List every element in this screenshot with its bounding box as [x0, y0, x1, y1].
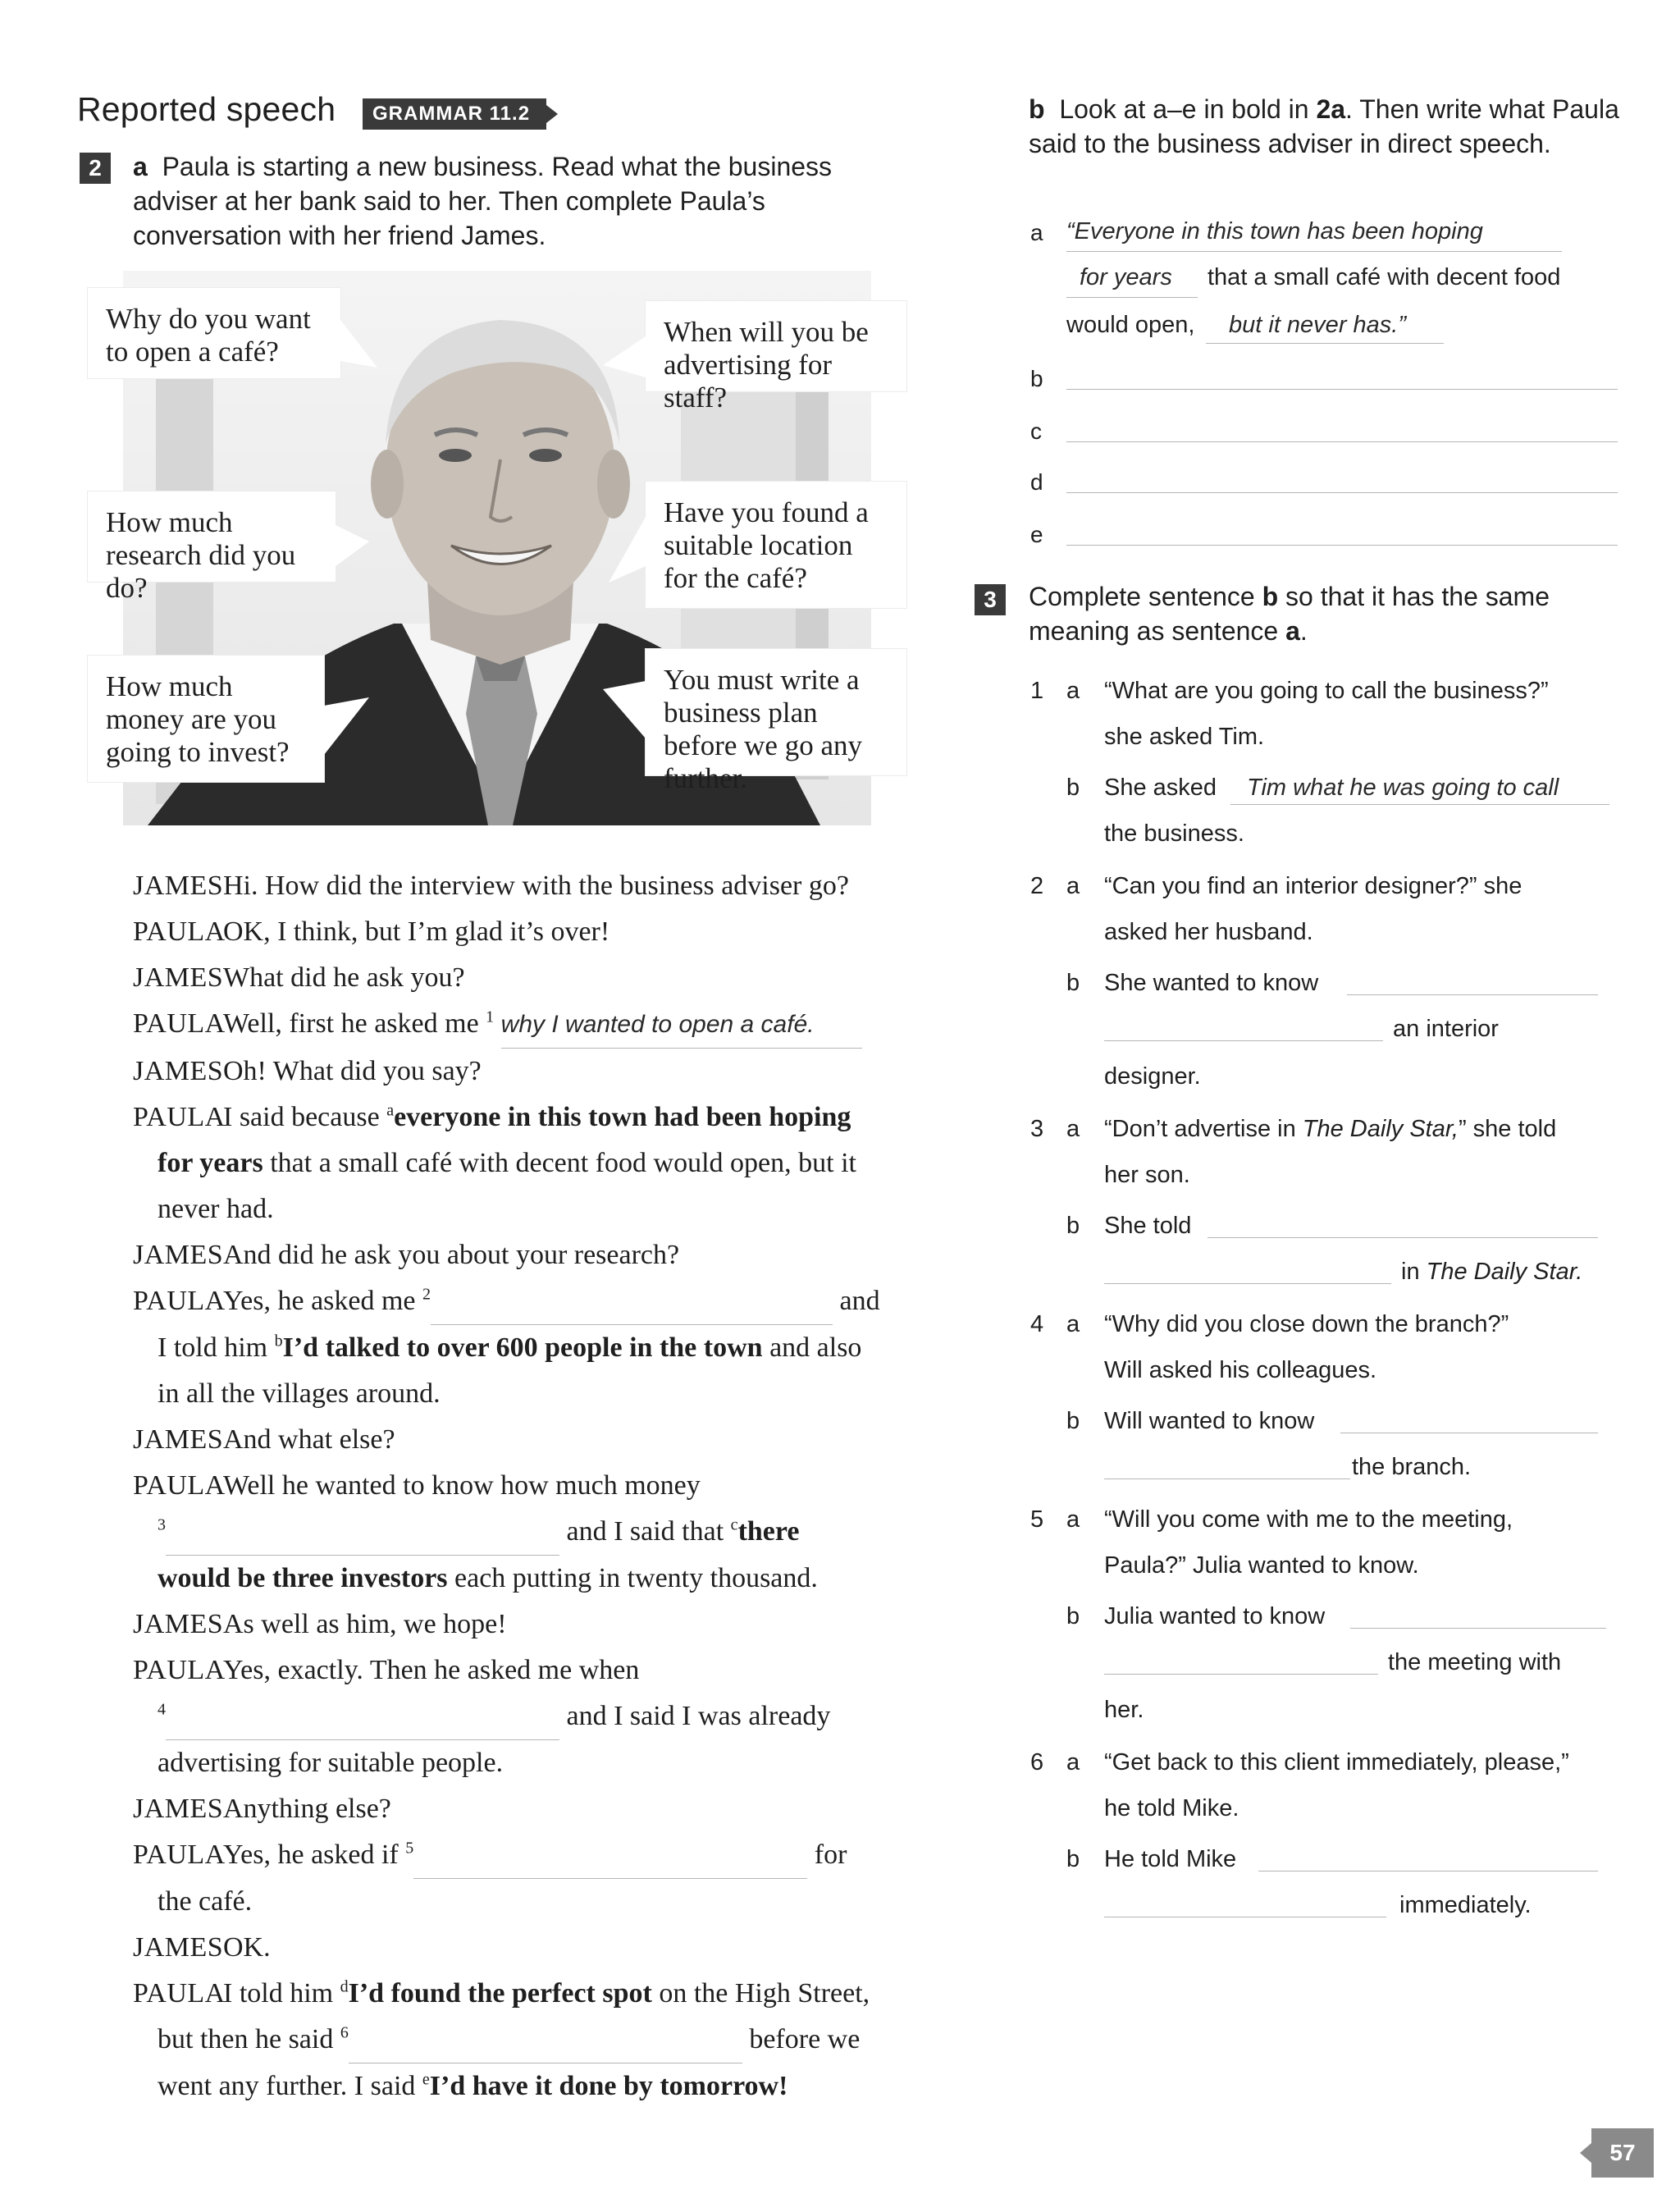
dialogue-line: [133, 1786, 920, 1832]
sentence-a: Will asked his colleagues.: [1104, 1357, 1377, 1383]
line-text: never had.: [158, 1194, 274, 1224]
dialogue-line: [133, 1925, 920, 1971]
item-letter: e: [1030, 522, 1043, 547]
answer-line-2b-c[interactable]: [1066, 441, 1618, 442]
line-text: for: [814, 1840, 847, 1870]
line-text: Yes, exactly. Then he asked me when: [223, 1655, 640, 1685]
sentence-a: asked her husband.: [1104, 919, 1313, 945]
bold-marker: d: [340, 1977, 349, 1996]
line-text: I said because: [223, 1102, 380, 1132]
line-text: Yes, he asked if: [223, 1840, 399, 1870]
dialogue-line: [133, 1648, 920, 1693]
line-text: Yes, he asked me: [223, 1286, 416, 1316]
bubble-location: Have you found a suitable location for the café?: [645, 481, 907, 609]
bold-phrase-c: there: [737, 1516, 800, 1547]
page-number: 57: [1591, 2128, 1654, 2178]
speaker-james: JAMES: [133, 962, 224, 993]
item-a-label: a: [1066, 1749, 1080, 1776]
dialogue-line: [133, 1602, 920, 1648]
sentence-b: She told: [1104, 1213, 1192, 1239]
line-text: each putting in twenty thousand.: [454, 1563, 818, 1593]
speaker-james: JAMES: [133, 1932, 224, 1963]
answer-line-3-2a[interactable]: [1347, 994, 1598, 995]
part-letter: b: [1029, 94, 1045, 124]
item-b-label: b: [1066, 775, 1080, 801]
sentence-b: the business.: [1104, 820, 1244, 847]
sentence-ref: b: [1262, 582, 1279, 611]
sentence-a: “Get back to this client immediately, please,”: [1104, 1749, 1569, 1776]
line-text: and I said that: [566, 1516, 724, 1547]
item-number: 3: [1030, 1116, 1044, 1142]
answer-2b-a-line1[interactable]: “Everyone in this town has been hoping: [1066, 218, 1483, 245]
sentence-b: designer.: [1104, 1063, 1201, 1090]
item-number: 4: [1030, 1311, 1044, 1337]
bold-phrase-b: I’d talked to over 600 people in the town: [282, 1332, 763, 1363]
item-letter: d: [1030, 469, 1043, 495]
exercise-3-instruction: [1029, 579, 1652, 648]
speaker-james: JAMES: [133, 1794, 224, 1824]
bold-phrase-a: everyone in this town had been hoping: [394, 1102, 851, 1132]
dialogue-line: [133, 1509, 920, 1556]
instruction-text: .: [1299, 616, 1308, 646]
item-letter: b: [1030, 366, 1043, 391]
bold-phrase-c: would be three investors: [158, 1563, 448, 1593]
item-b-label: b: [1066, 1408, 1080, 1434]
sentence-ref: a: [1285, 616, 1300, 646]
speaker-paula: PAULA: [133, 916, 226, 947]
dialogue-line: [133, 1325, 920, 1371]
bold-phrase-e: I’d have it done by tomorrow!: [429, 2071, 788, 2101]
item-number: 1: [1030, 678, 1044, 704]
bold-marker: c: [730, 1515, 738, 1534]
answer-line-3-5a[interactable]: [1350, 1628, 1606, 1629]
dialogue-line: [133, 2017, 920, 2063]
line-text: Hi. How did the interview with the business adviser go?: [223, 871, 849, 901]
sentence-b: He told Mike: [1104, 1846, 1237, 1872]
sentence-a: Paula?” Julia wanted to know.: [1104, 1552, 1419, 1579]
dialogue-line: [133, 1371, 920, 1417]
line-text: What did he ask you?: [223, 962, 465, 993]
exercise-2-number: 2: [80, 153, 111, 184]
item-a-label: a: [1066, 678, 1080, 704]
item-b-label: b: [1066, 1213, 1080, 1239]
dialogue-line: [133, 909, 920, 955]
line-text: Anything else?: [223, 1794, 391, 1824]
dialogue-line: [133, 2063, 920, 2109]
item-b-label: b: [1066, 970, 1080, 996]
answer-line-2b-b[interactable]: [1066, 389, 1618, 390]
item-letter: a: [1030, 220, 1043, 245]
gap-number: 2: [422, 1285, 431, 1304]
bold-phrase-a: for years: [158, 1148, 263, 1178]
item-a-label: a: [1066, 1311, 1080, 1337]
answer-2b-a-line3[interactable]: but it never has.”: [1229, 312, 1406, 338]
sentence-text: in: [1401, 1259, 1420, 1285]
sentence-b: the meeting with: [1388, 1649, 1562, 1675]
speaker-james: JAMES: [133, 871, 224, 901]
part-letter: a: [133, 152, 148, 181]
sentence-b: [1401, 1255, 1582, 1288]
exercise-3-number: 3: [975, 584, 1006, 615]
instruction-text: . Then write what Paula said to the business adviser in direct speech.: [1029, 94, 1619, 158]
line-text: before we: [749, 2024, 861, 2054]
sentence-text: “Don’t advertise in: [1104, 1116, 1296, 1142]
line-text: And did he ask you about your research?: [223, 1240, 680, 1270]
item-b-label: b: [1066, 1603, 1080, 1629]
dialogue-line: [133, 1879, 920, 1925]
dialogue-line: [133, 863, 920, 909]
answer-blank-6[interactable]: [349, 2017, 742, 2063]
dialogue-line: [133, 1740, 920, 1786]
answer-3-1[interactable]: Tim what he was going to call: [1247, 775, 1559, 801]
dialogue-line: [133, 1232, 920, 1278]
dialogue-line: [133, 1049, 920, 1095]
answer-blank-5[interactable]: [413, 1832, 807, 1879]
sentence-a: “Will you come with me to the meeting,: [1104, 1506, 1513, 1533]
line-text: I told him: [158, 1332, 268, 1363]
newspaper-title: The Daily Star,: [1302, 1116, 1459, 1142]
instruction-text: Paula is starting a new business. Read what the business adviser at her bank said to her. Then complete Paula’s conversation with her friend James.: [133, 152, 833, 250]
adviser-photo: [106, 271, 871, 825]
answer-line-3-2b[interactable]: [1104, 1040, 1383, 1041]
instruction-text: so that it has the same meaning as sentence: [1029, 582, 1550, 646]
bubble-why-cafe: Why do you want to open a café?: [87, 287, 341, 379]
dialogue-line: [133, 1971, 920, 2017]
bold-marker: b: [274, 1332, 283, 1351]
sentence-a: “What are you going to call the business?”: [1104, 678, 1549, 704]
gap-number: 5: [405, 1839, 414, 1858]
dialogue-line: [133, 955, 920, 1001]
item-number: 5: [1030, 1506, 1044, 1533]
answer-line: [1230, 804, 1609, 805]
sentence-b: She asked: [1104, 775, 1217, 801]
exercise-2b-instruction: [1029, 92, 1636, 161]
gap-number: 6: [340, 2023, 349, 2042]
dialogue-line: [133, 1001, 920, 1049]
dialogue-line: [133, 1463, 920, 1509]
sentence-a: [1104, 1113, 1556, 1145]
dialogue-line: [133, 1832, 920, 1879]
answer-line-2b-d[interactable]: [1066, 492, 1618, 493]
gap-number: 1: [486, 1008, 495, 1026]
sentence-text: ” she told: [1458, 1116, 1557, 1142]
instruction-text: Look at a–e in bold in: [1059, 94, 1309, 124]
answer-line: [1206, 343, 1444, 344]
speaker-paula: PAULA: [133, 1102, 226, 1132]
sentence-a: she asked Tim.: [1104, 724, 1265, 750]
gap-number: 3: [158, 1515, 166, 1534]
exercise-2a-instruction: [133, 149, 904, 253]
sentence-a: her son.: [1104, 1162, 1190, 1188]
line-text: the café.: [158, 1886, 253, 1917]
line-text: and also: [769, 1332, 862, 1363]
line-text: Well, first he asked me: [223, 1008, 479, 1039]
item-a-label: a: [1066, 873, 1080, 899]
line-text: advertising for suitable people.: [158, 1748, 504, 1778]
gap-number: 4: [158, 1700, 166, 1719]
answer-line-3-6a[interactable]: [1258, 1871, 1598, 1872]
dialogue-line: [133, 1095, 920, 1140]
sentence-b: her.: [1104, 1697, 1144, 1723]
line-text: Oh! What did you say?: [223, 1056, 482, 1086]
line-text: and: [839, 1286, 880, 1316]
line-text: on the High Street,: [659, 1978, 870, 2009]
item-a-label: a: [1066, 1506, 1080, 1533]
speaker-paula: PAULA: [133, 1286, 226, 1316]
answer-line: [1066, 251, 1562, 252]
dialogue-line: [133, 1140, 920, 1186]
bold-marker: a: [386, 1101, 395, 1120]
sentence-b: Will wanted to know: [1104, 1408, 1315, 1434]
item-b-label: b: [1066, 1846, 1080, 1872]
line-text: and I said I was already: [566, 1701, 831, 1731]
bold-marker: e: [422, 2070, 430, 2089]
sentence-a: he told Mike.: [1104, 1795, 1239, 1821]
sentence-b: an interior: [1393, 1016, 1499, 1042]
line-text: As well as him, we hope!: [223, 1609, 507, 1639]
dialogue-line: [133, 1186, 920, 1232]
bubble-advertising: When will you be advertising for staff?: [645, 300, 907, 392]
answer-line-3-5b[interactable]: [1104, 1674, 1378, 1675]
dialogue-line: [133, 1556, 920, 1602]
speaker-james: JAMES: [133, 1240, 224, 1270]
sentence-a: “Why did you close down the branch?”: [1104, 1311, 1509, 1337]
line-text: OK, I think, but I’m glad it’s over!: [223, 916, 610, 947]
sentence-b: the branch.: [1352, 1454, 1472, 1480]
item-a-label: a: [1066, 1116, 1080, 1142]
bubble-business-plan: You must write a business plan before we go any further.: [645, 648, 907, 776]
section-title: Reported speech: [77, 90, 336, 128]
answer-blank-3[interactable]: [166, 1509, 559, 1556]
item-letter: c: [1030, 418, 1042, 444]
answer-blank-4[interactable]: [166, 1693, 559, 1740]
speaker-james: JAMES: [133, 1609, 224, 1639]
dialogue-line: [133, 1278, 920, 1325]
answer-2b-a-line2[interactable]: for years: [1080, 264, 1172, 290]
speaker-james: JAMES: [133, 1056, 224, 1086]
item-number: 6: [1030, 1749, 1044, 1776]
line-text: And what else?: [223, 1424, 395, 1455]
bubble-tails: [123, 271, 871, 825]
exercise-reference: 2a: [1316, 94, 1346, 124]
line-text: OK.: [223, 1932, 271, 1963]
sentence-b: Julia wanted to know: [1104, 1603, 1326, 1629]
dialogue-line: [133, 1417, 920, 1463]
dialogue-line: [133, 1693, 920, 1740]
dialogue: [133, 863, 920, 2109]
answer-line: [1066, 297, 1198, 298]
line-text: that a small café with decent food would open, but it: [270, 1148, 856, 1178]
answer-line-3-4b[interactable]: [1104, 1478, 1350, 1479]
answer-blank-1[interactable]: why I wanted to open a café.: [501, 1002, 862, 1049]
line-text: Well he wanted to know how much money: [223, 1470, 701, 1501]
line-text: I told him: [223, 1978, 334, 2009]
sentence-a: “Can you find an interior designer?” she: [1104, 873, 1522, 899]
sentence-b: She wanted to know: [1104, 970, 1319, 996]
speaker-paula: PAULA: [133, 1840, 226, 1870]
line-text: in all the villages around.: [158, 1378, 441, 1409]
answer-blank-2[interactable]: [431, 1278, 833, 1325]
bubble-research: How much research did you do?: [87, 491, 336, 583]
line-text: but then he said: [158, 2024, 334, 2054]
speaker-paula: PAULA: [133, 1008, 226, 1039]
speaker-paula: PAULA: [133, 1978, 226, 2009]
sentence-b: immediately.: [1399, 1892, 1532, 1918]
newspaper-title: The Daily Star.: [1426, 1259, 1583, 1285]
answer-line-3-3b[interactable]: [1104, 1283, 1391, 1284]
bubble-money: How much money are you going to invest?: [87, 655, 325, 783]
answer-line-3-3a[interactable]: [1208, 1237, 1598, 1238]
speaker-paula: PAULA: [133, 1470, 226, 1501]
grammar-reference-tag: GRAMMAR 11.2: [363, 98, 546, 130]
bold-phrase-d: I’d found the perfect spot: [348, 1978, 652, 2009]
item-text: would open,: [1066, 312, 1195, 338]
item-number: 2: [1030, 873, 1044, 899]
answer-line-2b-e[interactable]: [1066, 545, 1618, 546]
speaker-james: JAMES: [133, 1424, 224, 1455]
item-text: that a small café with decent food: [1208, 264, 1561, 290]
line-text: went any further. I said: [158, 2071, 416, 2101]
instruction-text: Complete sentence: [1029, 582, 1255, 611]
speaker-paula: PAULA: [133, 1655, 226, 1685]
